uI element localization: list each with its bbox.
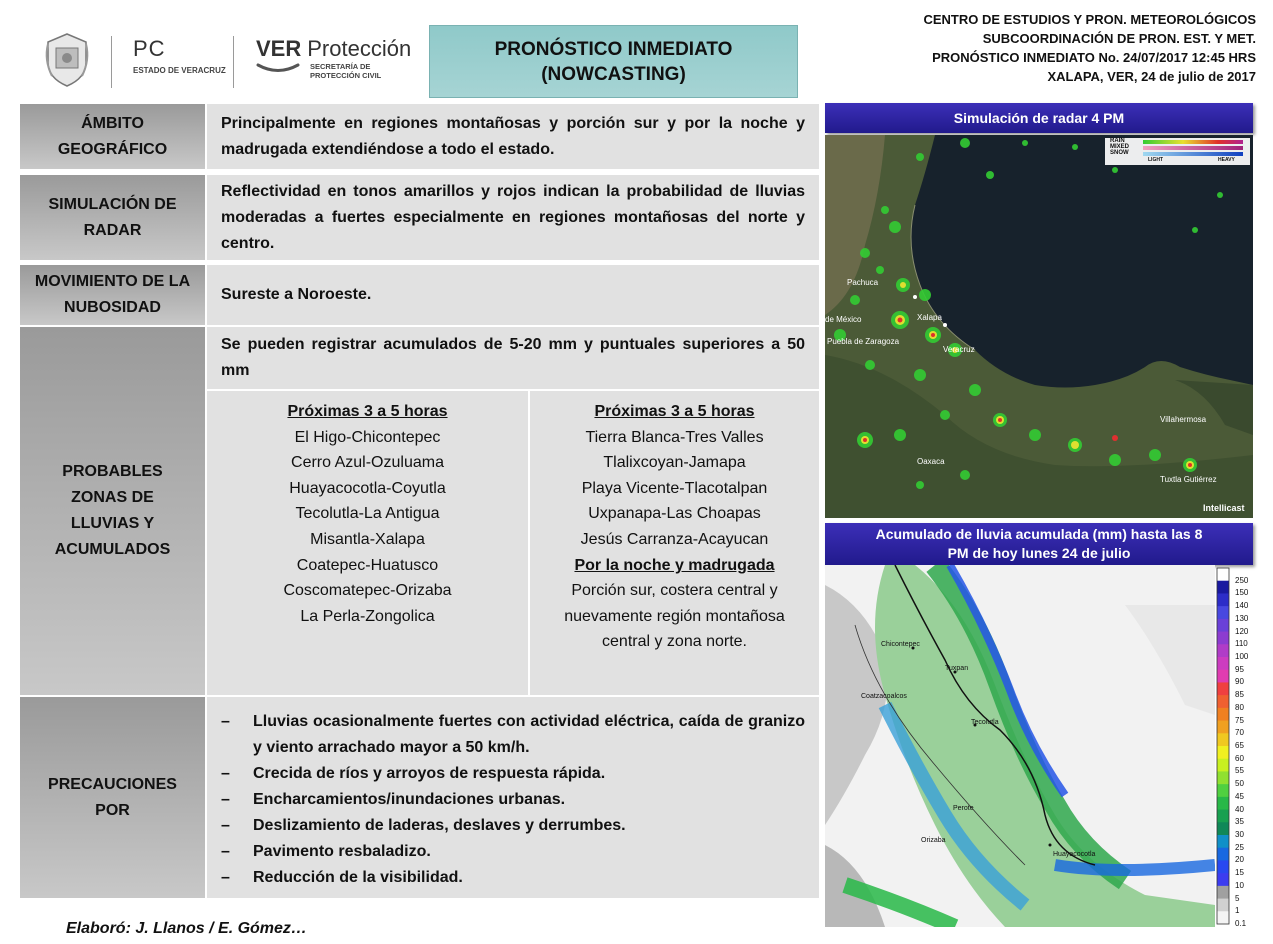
zone-item: La Perla-Zongolica <box>300 607 435 625</box>
map-label: Orizaba <box>921 837 946 844</box>
ver-logo-title <box>256 36 411 62</box>
colorbar-swatch <box>1217 784 1229 797</box>
zone-item: Coscomatepec-Orizaba <box>283 582 452 600</box>
zonas-column-2 <box>530 391 819 695</box>
colorbar-tick-label: 100 <box>1235 652 1249 661</box>
colorbar-tick-label: 85 <box>1235 690 1244 700</box>
colorbar-swatch <box>1217 606 1229 619</box>
colorbar-swatch <box>1217 670 1229 683</box>
colorbar-tick-label: 30 <box>1235 830 1244 839</box>
issuer-line: SUBCOORDINACIÓN DE PRON. EST. Y MET. <box>982 31 1256 46</box>
colorbar-tick-label: 15 <box>1235 868 1244 878</box>
map-label: Puebla de Zaragoza <box>827 337 900 346</box>
precaution-item <box>221 865 805 891</box>
map-label: Veracruz <box>943 345 975 354</box>
precaution-text: Crecida de ríos y arroyos de respuesta rápida. <box>253 765 606 782</box>
radar-panel-title-text: Simulación de radar 4 PM <box>953 109 1125 126</box>
issuer-block <box>923 10 1256 86</box>
map-label: Pachuca <box>847 278 879 287</box>
colorbar-tick-label: 95 <box>1235 664 1244 674</box>
ver-swoosh-icon <box>256 62 300 74</box>
radar-panel-title <box>825 103 1253 133</box>
ver-logo-subtitle-line: SECRETARÍA DE <box>310 62 371 71</box>
colorbar-tick-label: 20 <box>1235 855 1244 865</box>
zone-item: Cerro Azul-Ozuluama <box>291 454 444 472</box>
precaution-item <box>221 787 805 813</box>
colorbar-tick-label: 120 <box>1235 626 1249 636</box>
radar-legend <box>1110 138 1129 156</box>
colorbar-swatch <box>1217 581 1229 594</box>
column-heading: Próximas 3 a 5 horas <box>594 403 755 420</box>
map-label: Tecolutla <box>971 719 999 726</box>
colorbar-tick-label: 0.1 <box>1235 919 1247 928</box>
precaution-item <box>221 839 805 865</box>
radar-label: SIMULACIÓN DE RADAR <box>20 175 205 260</box>
ver-logo-bold: VER <box>256 36 302 61</box>
bullet-dash: – <box>221 843 230 860</box>
ver-logo-subtitle-line: PROTECCIÓN CIVIL <box>310 71 382 80</box>
colorbar-swatch <box>1217 873 1229 886</box>
colorbar-tick-label: 80 <box>1235 702 1244 712</box>
colorbar-swatch <box>1217 771 1229 784</box>
zone-item: Huayacocotla-Coyutla <box>289 479 446 497</box>
zone-item: Uxpanapa-Las Choapas <box>588 505 761 523</box>
radar-simulation-map <box>825 135 1253 518</box>
colorbar-tick-label: 60 <box>1235 753 1244 763</box>
zone-item: Misantla-Xalapa <box>310 530 425 548</box>
map-label: Perote <box>953 805 974 812</box>
legend-rain: RAIN <box>1110 138 1125 144</box>
zone-item: Tierra Blanca-Tres Valles <box>585 428 764 446</box>
colorbar-tick-label: 1 <box>1235 906 1240 916</box>
accum-title-line: Acumulado de lluvia acumulada (mm) hasta las 8 <box>875 526 1203 542</box>
precaution-text: Deslizamiento de laderas, deslaves y derrumbes. <box>253 817 626 834</box>
accumulated-rain-map <box>825 565 1215 927</box>
colorbar-swatch <box>1217 733 1229 746</box>
precaution-text: Reducción de la visibilidad. <box>253 869 463 886</box>
map-label: Xalapa <box>917 313 942 322</box>
ambito-label: ÁMBITO GEOGRÁFICO <box>20 104 205 169</box>
colorbar-tick-label: 10 <box>1235 880 1244 890</box>
map-label: Tuxtla Gutiérrez <box>1160 475 1217 484</box>
ver-logo-light: Protección <box>307 36 412 61</box>
colorbar-tick-label: 90 <box>1235 677 1244 687</box>
colorbar-swatch <box>1217 911 1229 924</box>
colorbar-swatch <box>1217 835 1229 848</box>
colorbar-tick-label: 65 <box>1235 741 1244 750</box>
colorbar-tick-label: 40 <box>1235 804 1244 814</box>
colorbar-swatch <box>1217 695 1229 708</box>
colorbar-swatch <box>1217 899 1229 912</box>
colorbar-tick-label: 5 <box>1235 893 1240 903</box>
accum-map-image <box>825 565 1215 927</box>
author-footer: Elaboró: J. Llanos / E. Gómez… <box>66 920 307 937</box>
colorbar-tick-label: 150 <box>1235 588 1249 598</box>
colorbar-swatch <box>1217 568 1229 581</box>
colorbar-tick-label: 25 <box>1235 842 1244 852</box>
accum-panel-title <box>825 523 1253 565</box>
colorbar-swatch <box>1217 644 1229 657</box>
bullet-dash: – <box>221 713 230 730</box>
colorbar-swatch <box>1217 886 1229 899</box>
colorbar-swatch <box>1217 632 1229 645</box>
colorbar-swatch <box>1217 708 1229 721</box>
bullet-dash: – <box>221 765 230 782</box>
zone-item: Tecolutla-La Antigua <box>295 505 440 523</box>
precaution-item <box>221 761 805 787</box>
title-line: (NOWCASTING) <box>541 63 686 85</box>
colorbar-swatch <box>1217 822 1229 835</box>
column-heading: Próximas 3 a 5 horas <box>287 403 448 420</box>
precaution-text: Encharcamientos/inundaciones urbanas. <box>253 791 566 808</box>
logo-divider <box>111 36 112 88</box>
map-label: Coatzacoalcos <box>861 693 907 700</box>
precaution-item <box>221 813 805 839</box>
bullet-dash: – <box>221 869 230 886</box>
colorbar-swatch <box>1217 682 1229 695</box>
precaution-text: Lluvias ocasionalmente fuertes con actividad eléctrica, caída de granizo y viento arrachado mayor a 50 km/h. <box>253 713 805 756</box>
pc-logo-title: PC <box>133 36 166 61</box>
zonas-column-1 <box>207 391 528 695</box>
zone-item: Coatepec-Huatusco <box>296 556 439 574</box>
colorbar-swatch <box>1217 759 1229 772</box>
zonas-label: PROBABLES ZONAS DE LLUVIAS Y ACUMULADOS <box>20 327 205 695</box>
precaution-item <box>221 709 805 761</box>
radar-map-image <box>825 135 1253 518</box>
colorbar-tick-label: 250 <box>1235 575 1249 585</box>
zone-item: El Higo-Chicontepec <box>294 428 441 446</box>
bullet-dash: – <box>221 791 230 808</box>
map-label: Oaxaca <box>917 457 945 466</box>
colorbar-swatch <box>1217 848 1229 861</box>
colorbar-tick-label: 75 <box>1235 715 1244 725</box>
movimiento-label: MOVIMIENTO DE LA NUBOSIDAD <box>20 265 205 325</box>
precauciones-list <box>207 697 819 898</box>
colorbar-tick-label: 50 <box>1235 779 1244 789</box>
map-label: Tuxpan <box>945 665 969 672</box>
legend-snow: SNOW <box>1110 150 1129 156</box>
colorbar-swatch <box>1217 746 1229 759</box>
colorbar-tick-label: 110 <box>1235 639 1248 649</box>
ambito-text: Principalmente en regiones montañosas y porción sur y por la noche y madrugada extendiéndose a todo el estado. <box>207 104 819 169</box>
accum-title-line: PM de hoy lunes 24 de julio <box>947 545 1131 561</box>
colorbar-swatch <box>1217 657 1229 670</box>
map-label: Chicontepec <box>881 641 920 648</box>
state-seal-logo <box>42 32 92 88</box>
colorbar-tick-label: 130 <box>1235 613 1249 623</box>
colorbar-swatch <box>1217 860 1229 873</box>
map-label: Villahermosa <box>1160 415 1207 424</box>
zone-item: Jesús Carranza-Acayucan <box>580 530 769 548</box>
precaution-text: Pavimento resbaladizo. <box>253 843 431 860</box>
title-line: PRONÓSTICO INMEDIATO <box>494 38 733 60</box>
colorbar-swatch <box>1217 593 1229 606</box>
night-note: Porción sur, costera central y nuevamente región montañosa central y zona norte. <box>564 582 785 651</box>
bullet-dash: – <box>221 817 230 834</box>
map-label: de México <box>825 315 862 324</box>
colorbar-tick-label: 70 <box>1235 728 1244 738</box>
pc-logo-subtitle: ESTADO DE VERACRUZ <box>133 66 226 75</box>
colorbar-swatch <box>1217 810 1229 823</box>
colorbar-tick-label: 45 <box>1235 791 1244 801</box>
logo-divider <box>233 36 234 88</box>
colorbar-tick-label: 140 <box>1235 601 1249 611</box>
intellicast-watermark: Intellicast <box>1203 503 1245 513</box>
radar-text: Reflectividad en tonos amarillos y rojos indican la probabilidad de lluvias moderadas a fuertes especialmente en regiones montañosas del norte y centro. <box>207 175 819 260</box>
zonas-intro: Se pueden registrar acumulados de 5-20 mm y puntuales superiores a 50 mm <box>207 327 819 389</box>
issue-date: XALAPA, VER, 24 de julio de 2017 <box>1047 69 1256 84</box>
precauciones-label: PRECAUCIONES POR <box>20 697 205 898</box>
forecast-number: PRONÓSTICO INMEDIATO No. 24/07/2017 12:45 HRS <box>932 50 1256 65</box>
colorbar-swatch <box>1217 797 1229 810</box>
legend-mixed: MIXED <box>1110 144 1130 150</box>
colorbar-swatch <box>1217 721 1229 734</box>
colorbar-swatch <box>1217 619 1229 632</box>
ver-logo-subtitle <box>310 62 381 80</box>
legend-light: LIGHT <box>1148 157 1163 163</box>
document-title <box>429 25 798 98</box>
colorbar-tick-label: 35 <box>1235 817 1244 827</box>
zone-item: Tlalixcoyan-Jamapa <box>603 454 746 472</box>
movimiento-text: Sureste a Noroeste. <box>207 265 819 325</box>
map-label: Huayacocotla <box>1053 851 1096 858</box>
issuer-line: CENTRO DE ESTUDIOS Y PRON. METEOROLÓGICOS <box>923 12 1256 27</box>
colorbar-tick-label: 55 <box>1235 766 1244 776</box>
zone-item: Playa Vicente-Tlacotalpan <box>581 479 768 497</box>
legend-heavy: HEAVY <box>1218 157 1235 163</box>
column-heading-night: Por la noche y madrugada <box>574 556 775 574</box>
